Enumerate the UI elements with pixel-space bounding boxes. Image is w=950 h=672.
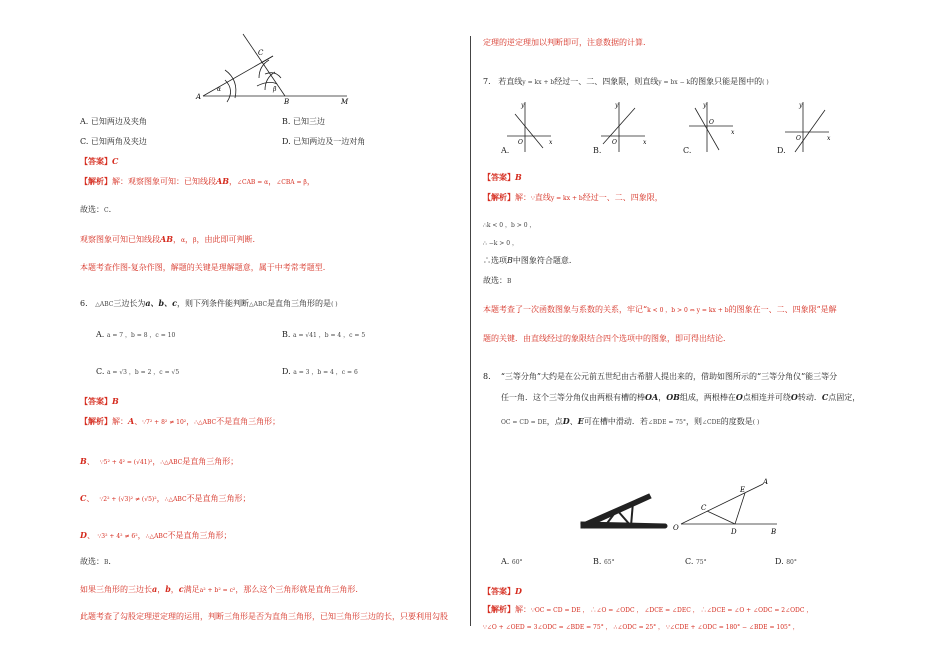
q8-geometry-figure	[673, 476, 785, 540]
q5-so-choose: 故选：C.	[80, 205, 112, 214]
q7b-y: y	[615, 102, 619, 109]
q5-summary: 本题考查作图-复杂作图，解题的关键是理解题意，属于中考常考题型.	[80, 263, 326, 272]
q8-device-figure	[579, 490, 671, 532]
q6-so-choose: 故选：B.	[80, 557, 111, 566]
q8-line1: 8. “三等分角”大约是在公元前五世纪由古希腊人提出来的，借助如图所示的“三等分角仪”能三等分	[483, 372, 838, 381]
q7-analysis-line1: 【解析】解：∵直线y = kx + b经过一、二、四象限，	[483, 192, 663, 202]
q6-option-c: C. a = √3 ，b = 2 ，c = √5	[96, 367, 180, 376]
q8-label-c: C	[701, 504, 707, 512]
q5-label-alpha: α	[217, 86, 222, 93]
q6-answer: 【答案】B	[80, 396, 119, 406]
q7-graph-c	[685, 100, 737, 154]
q8-analysis-line2: ∵∠O + ∠OED = 3∠ODC = ∠BDE = 75° ， ∴∠ODC = 25° ， ∵∠CDE + ∠ODC = 180° − ∠BDE = 105° ，	[483, 624, 799, 631]
q6-rule: 如果三角形的三边长a，b，c满足a² + b² = c²，那么这个三角形就是直角三角形.	[80, 584, 358, 594]
q7c-x: x	[731, 129, 735, 136]
q6-option-d: D. a = 3 ，b = 4 ，c = 6	[282, 367, 358, 376]
q7-step3: ∴选项B中图象符合题意.	[483, 256, 572, 265]
q5-figure	[195, 30, 355, 108]
q7d-o: O	[796, 135, 801, 142]
q5-option-c: C. 已知两角及夹边	[80, 137, 147, 146]
q6-analysis-b: B、 ∵5² + 4² = (√41)²，∴△ABC是直角三角形；	[80, 456, 239, 466]
q6-option-a: A. a = 7 ，b = 8 ，c = 10	[96, 330, 176, 339]
q7-step1: ∴k < 0 ，b > 0 ，	[483, 222, 536, 229]
q7-answer: 【答案】B	[483, 172, 522, 182]
q8-line2: 任一角．这个三等分角仪由两根有槽的棒OA，OB组成，两根棒在O点相连并可绕O转动．C点固定，	[501, 392, 861, 402]
q7-stem: 7. 若直线y = kx + b经过一、二、四象限，则直线y = bx − k的图象只能是图中的( )	[483, 77, 769, 86]
q5-answer: 【答案】C	[80, 156, 119, 166]
q5-analysis-line1: 【解析】解：观察图象可知：已知线段AB，∠CAB = α，∠CBA = β，	[80, 176, 315, 186]
q7b-o: O	[612, 139, 617, 146]
q5-option-d: D. 已知两边及一边对角	[282, 137, 366, 146]
q7-graph-d	[781, 100, 833, 154]
q5-option-a: A. 已知两边及夹角	[80, 117, 147, 126]
q8-label-e: E	[740, 486, 746, 494]
left-column	[0, 0, 468, 672]
q8-option-c: C. 75°	[685, 557, 707, 566]
q7-option-b: B.	[593, 146, 602, 155]
q8-option-a: A. 60°	[501, 557, 523, 566]
q6-summary-continued: 定理的逆定理加以判断即可，注意数据的计算.	[483, 38, 646, 47]
q7d-x: x	[827, 135, 831, 142]
q6-summary: 此题考查了勾股定理逆定理的运用，判断三角形是否为直角三角形，已知三角形三边的长，只要利用勾股	[80, 612, 448, 621]
q5-option-b: B. 已知三边	[282, 117, 325, 126]
q7c-y: y	[703, 102, 707, 109]
q7d-y: y	[799, 102, 803, 109]
q8-label-b: B	[771, 528, 777, 536]
q6-option-b: B. a = √41 ，b = 4 ，c = 5	[282, 330, 366, 339]
q7-note-line1: 本题考查了一次函数图象与系数的关系，牢记“k < 0 ，b > 0 ⇔ y = kx + b的图象在一、二、四象限”是解	[483, 305, 837, 314]
q6-analysis-c: C、 ∵2² + (√3)² ≠ (√5)²，∴△ABC不是直角三角形；	[80, 493, 251, 503]
q5-label-beta: β	[273, 86, 277, 93]
q8-label-d: D	[731, 528, 737, 536]
q7a-x: x	[549, 139, 553, 146]
q6-analysis-d: D、 ∵3² + 4² ≠ 6²，∴△ABC不是直角三角形；	[80, 530, 232, 540]
q8-option-d: D. 80°	[775, 557, 797, 566]
q7-so-choose: 故选：B	[483, 276, 512, 285]
q7-note-line2: 题的关键．由直线经过的象限结合四个选项中的图象，即可得出结论．	[483, 334, 731, 343]
q6-analysis-a: 【解析】解：A、∵7² + 8² ≠ 10²，∴△ABC不是直角三角形；	[80, 416, 281, 426]
q8-analysis-line1: 【解析】解：∵OC = CD = DE ， ∴∠O = ∠ODC ， ∠DCE = ∠DEC ， ∴∠DCE = ∠O + ∠ODC = 2∠ODC ，	[483, 604, 813, 614]
q6-stem: 6. △ABC三边长为a、b、c，则下列条件能判断△ABC是直角三角形的是( )	[80, 298, 338, 308]
q8-option-b: B. 65°	[593, 557, 615, 566]
q5-analysis-line2: 观察图象可知已知线段AB，α，β，由此即可判断.	[80, 234, 256, 244]
q7b-x: x	[643, 139, 647, 146]
q7-option-a: A.	[501, 146, 510, 155]
q7-graph-a	[503, 100, 555, 154]
q5-label-c: C	[258, 49, 264, 57]
q7-graph-b	[597, 100, 649, 154]
q5-label-m: M	[341, 98, 349, 106]
column-divider	[470, 36, 471, 626]
right-column	[475, 0, 950, 672]
q8-label-a: A	[763, 478, 769, 486]
q5-label-b: B	[284, 98, 290, 106]
q7c-o: O	[709, 119, 714, 126]
q7-option-c: C.	[683, 146, 692, 155]
q7a-o: O	[518, 139, 523, 146]
q7a-y: y	[521, 102, 525, 109]
q8-line3: OC = CD = DE，点D、E可在槽中滑动．若∠BDE = 75°，则∠CDE的度数是( )	[501, 416, 760, 426]
q8-label-o: O	[673, 524, 679, 532]
q7-step2: ∴ −k > 0 ，	[483, 240, 518, 247]
q5-label-a: A	[196, 93, 202, 101]
q7-option-d: D.	[777, 146, 786, 155]
q8-answer: 【答案】D	[483, 586, 522, 596]
